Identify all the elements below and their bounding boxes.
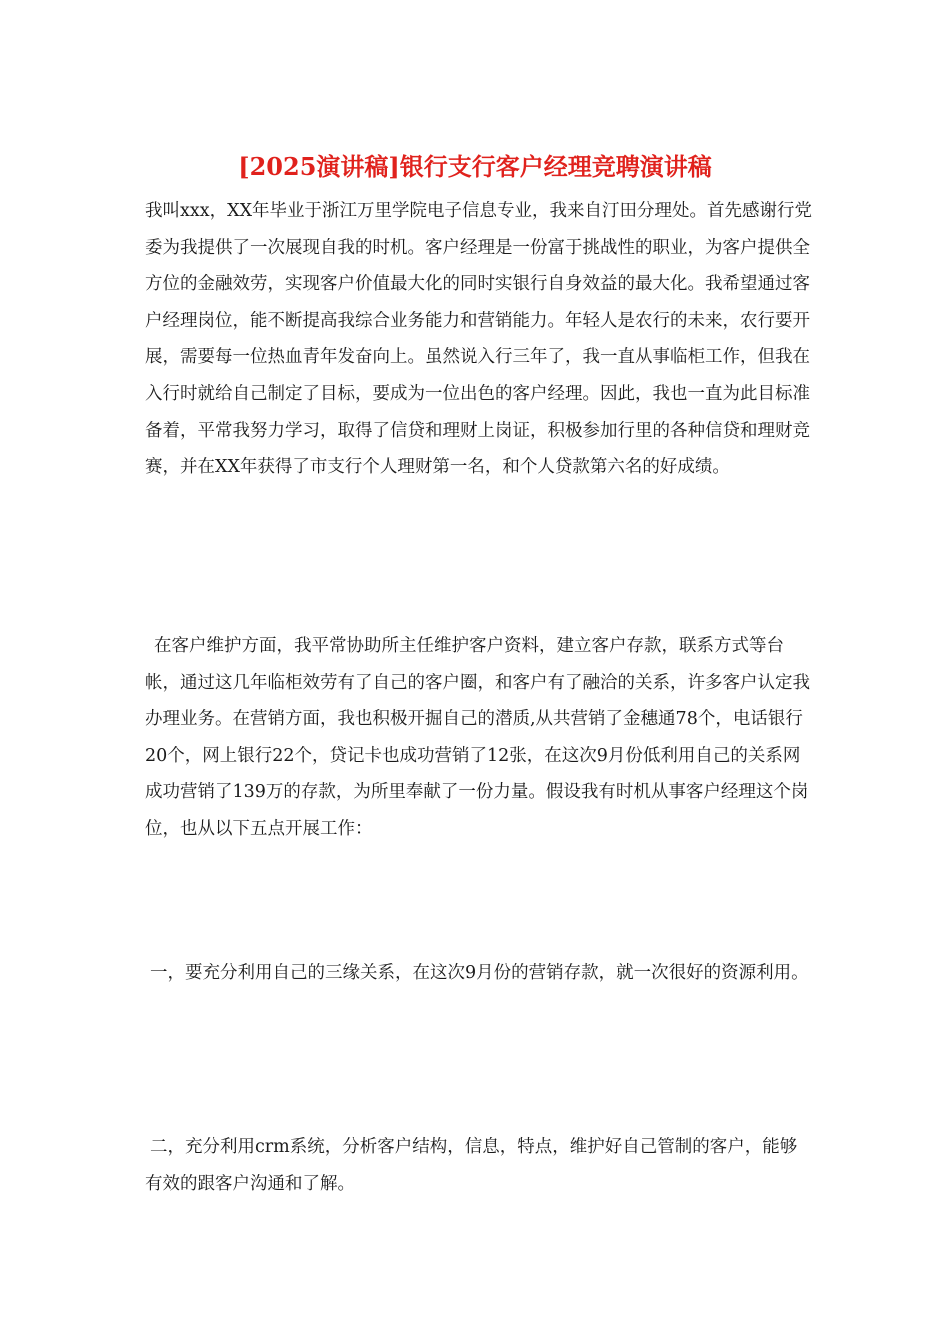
paragraph-point-two: 二，充分利用crm系统，分析客户结构，信息，特点，维护好自己管制的客户，能够有效的跟客户沟通和了解。 — [145, 1137, 798, 1194]
paragraph-customer-maintenance: 在客户维护方面，我平常协助所主任维护客户资料，建立客户存款，联系方式等台帐，通过这几年临柜效劳有了自己的客户圈，和客户有了融洽的关系，许多客户认定我办理业务。在营销方面，我也积极开掘自己的潜质,从共营销了金穗通78个，电话银行20个，网上银行22个，贷记卡也成功营销了12张，在这次9月份低利用自己的关系网成功营销了139万的存款，为所里奉献了一份力量。假设我有时机从事客户经理这个岗位，也从以下五点开展工作： — [145, 636, 810, 839]
paragraph-point-one: 一，要充分利用自己的三缘关系，在这次9月份的营销存款，就一次很好的资源利用。 — [150, 963, 809, 983]
document-title: [2025演讲稿]银行支行客户经理竞聘演讲稿 — [238, 152, 712, 181]
paragraph-intro: 我叫xxx，XX年毕业于浙江万里学院电子信息专业，我来自汀田分理处。首先感谢行党委为我提供了一次展现自我的时机。客户经理是一份富于挑战性的职业，为客户提供全方位的金融效劳，实现客户价值最大化的同时实银行自身效益的最大化。我希望通过客户经理岗位，能不断提高我综合业务能力和营销能力。年轻人是农行的未来，农行要开展，需要每一位热血青年发奋向上。虽然说入行三年了，我一直从事临柜工作，但我在入行时就给自己制定了目标，要成为一位出色的客户经理。因此，我也一直为此目标准备着，平常我努力学习，取得了信贷和理财上岗证，积极参加行里的各种信贷和理财竞赛，并在XX年获得了市支行个人理财第一名，和个人贷款第六名的好成绩。 — [145, 201, 813, 478]
